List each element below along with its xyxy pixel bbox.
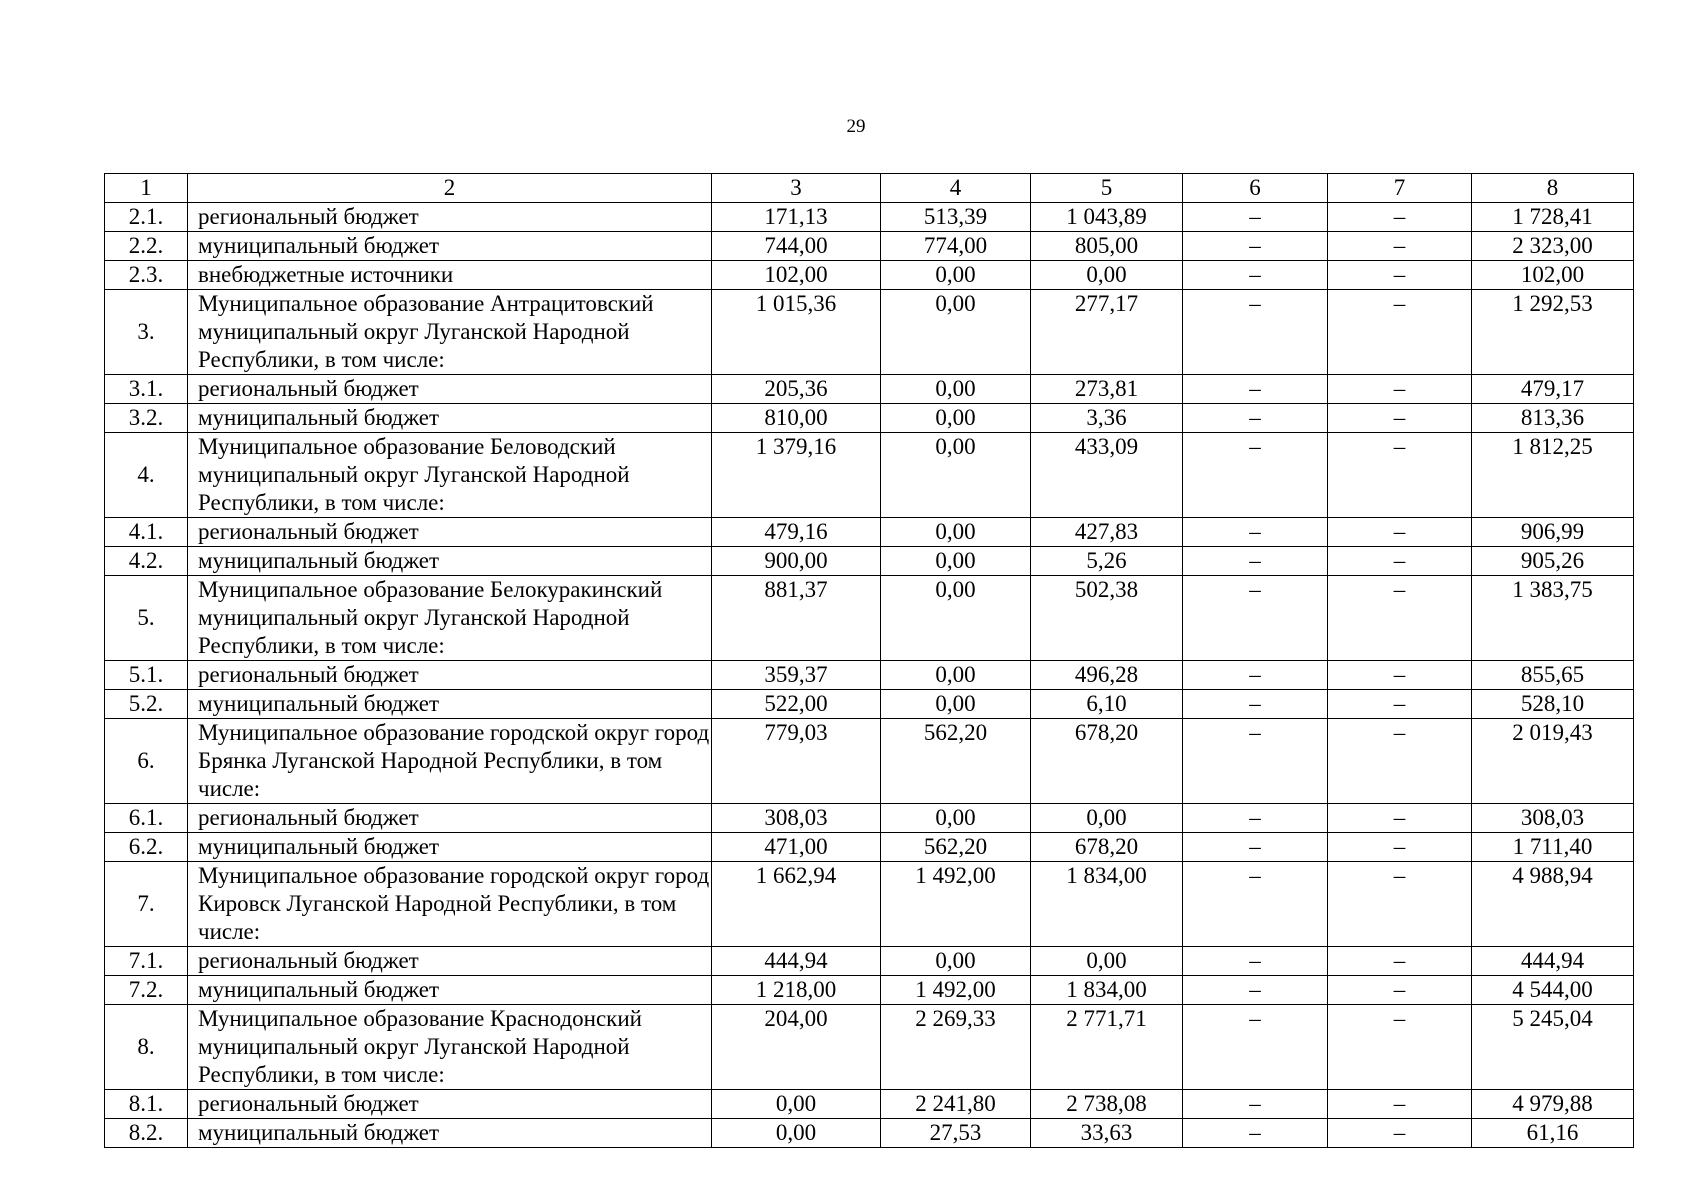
row-value-col4: 0,00 <box>881 433 1031 518</box>
row-value-col3: 444,94 <box>712 947 881 976</box>
row-value-col5: 6,10 <box>1031 690 1183 719</box>
row-value-col4: 513,39 <box>881 203 1031 232</box>
table-row <box>105 290 1634 375</box>
row-value-col3: 205,36 <box>712 375 881 404</box>
row-value-col4: 0,00 <box>881 576 1031 661</box>
row-value-col7: – <box>1328 433 1472 518</box>
row-name-cell: муниципальный бюджет <box>188 690 712 719</box>
row-value-col5: 33,63 <box>1031 1119 1183 1148</box>
row-number-cell: 7. <box>105 862 188 947</box>
table-row <box>105 690 1634 719</box>
row-value-col3: 0,00 <box>712 1090 881 1119</box>
row-value-col6: – <box>1183 518 1328 547</box>
table-row <box>105 433 1634 518</box>
row-value-col7: – <box>1328 375 1472 404</box>
row-value-col6: – <box>1183 947 1328 976</box>
table-row <box>105 947 1634 976</box>
row-value-col5: 1 834,00 <box>1031 976 1183 1005</box>
table-row <box>105 661 1634 690</box>
row-name-cell: Муниципальное образование Краснодонский муниципальный округ Луганской Народной Республики, в том числе: <box>188 1005 712 1090</box>
row-value-col6: – <box>1183 690 1328 719</box>
row-value-col3: 471,00 <box>712 833 881 862</box>
table-row <box>105 1005 1634 1090</box>
row-value-col4: 0,00 <box>881 690 1031 719</box>
row-name-cell: региональный бюджет <box>188 375 712 404</box>
row-value-col4: 562,20 <box>881 833 1031 862</box>
row-value-col3: 0,00 <box>712 1119 881 1148</box>
row-value-col5: 502,38 <box>1031 576 1183 661</box>
row-value-col3: 102,00 <box>712 261 881 290</box>
row-value-col8: 2 019,43 <box>1472 719 1634 804</box>
row-value-col6: – <box>1183 862 1328 947</box>
row-value-col5: 0,00 <box>1031 804 1183 833</box>
row-value-col7: – <box>1328 261 1472 290</box>
table-row <box>105 404 1634 433</box>
row-value-col8: 813,36 <box>1472 404 1634 433</box>
row-value-col4: 2 241,80 <box>881 1090 1031 1119</box>
row-value-col8: 905,26 <box>1472 547 1634 576</box>
row-number-cell: 2.1. <box>105 203 188 232</box>
row-value-col8: 4 988,94 <box>1472 862 1634 947</box>
row-value-col3: 171,13 <box>712 203 881 232</box>
table-row <box>105 833 1634 862</box>
row-value-col5: 5,26 <box>1031 547 1183 576</box>
row-number-cell: 5.2. <box>105 690 188 719</box>
row-value-col7: – <box>1328 719 1472 804</box>
row-value-col5: 805,00 <box>1031 232 1183 261</box>
table-row <box>105 375 1634 404</box>
row-value-col4: 1 492,00 <box>881 862 1031 947</box>
row-value-col8: 1 383,75 <box>1472 576 1634 661</box>
row-value-col6: – <box>1183 1119 1328 1148</box>
row-number-cell: 6.1. <box>105 804 188 833</box>
page-number: 29 <box>846 116 866 137</box>
row-number-cell: 8.2. <box>105 1119 188 1148</box>
header-cell-8: 8 <box>1472 174 1634 203</box>
row-value-col5: 1 834,00 <box>1031 862 1183 947</box>
row-value-col7: – <box>1328 690 1472 719</box>
row-value-col7: – <box>1328 1119 1472 1148</box>
table-row <box>105 1090 1634 1119</box>
row-number-cell: 3. <box>105 290 188 375</box>
row-value-col7: – <box>1328 1005 1472 1090</box>
row-name-cell: муниципальный бюджет <box>188 1119 712 1148</box>
row-value-col4: 0,00 <box>881 661 1031 690</box>
row-value-col8: 528,10 <box>1472 690 1634 719</box>
row-value-col6: – <box>1183 290 1328 375</box>
row-value-col6: – <box>1183 203 1328 232</box>
row-value-col7: – <box>1328 404 1472 433</box>
row-value-col4: 0,00 <box>881 261 1031 290</box>
row-name-cell: муниципальный бюджет <box>188 232 712 261</box>
row-name-cell: Муниципальное образование Антрацитовский муниципальный округ Луганской Народной Республики, в том числе: <box>188 290 712 375</box>
row-value-col7: – <box>1328 290 1472 375</box>
table-row <box>105 261 1634 290</box>
row-value-col4: 2 269,33 <box>881 1005 1031 1090</box>
row-number-cell: 6. <box>105 719 188 804</box>
row-value-col7: – <box>1328 976 1472 1005</box>
table-row <box>105 547 1634 576</box>
row-name-cell: региональный бюджет <box>188 1090 712 1119</box>
table-row <box>105 804 1634 833</box>
row-value-col7: – <box>1328 1090 1472 1119</box>
row-value-col5: 273,81 <box>1031 375 1183 404</box>
table-row <box>105 203 1634 232</box>
row-value-col3: 522,00 <box>712 690 881 719</box>
row-value-col3: 204,00 <box>712 1005 881 1090</box>
header-cell-2: 2 <box>188 174 712 203</box>
row-name-cell: Муниципальное образование Белокуракинский муниципальный округ Луганской Народной Республики, в том числе: <box>188 576 712 661</box>
row-value-col4: 0,00 <box>881 804 1031 833</box>
row-name-cell: муниципальный бюджет <box>188 833 712 862</box>
row-value-col5: 2 771,71 <box>1031 1005 1183 1090</box>
row-value-col6: – <box>1183 232 1328 261</box>
table-row <box>105 976 1634 1005</box>
row-number-cell: 6.2. <box>105 833 188 862</box>
row-name-cell: региональный бюджет <box>188 203 712 232</box>
row-value-col8: 906,99 <box>1472 518 1634 547</box>
row-value-col3: 779,03 <box>712 719 881 804</box>
row-number-cell: 5. <box>105 576 188 661</box>
row-value-col8: 1 711,40 <box>1472 833 1634 862</box>
row-value-col8: 1 292,53 <box>1472 290 1634 375</box>
row-number-cell: 4.2. <box>105 547 188 576</box>
row-value-col6: – <box>1183 433 1328 518</box>
row-value-col5: 3,36 <box>1031 404 1183 433</box>
row-name-cell: муниципальный бюджет <box>188 547 712 576</box>
row-number-cell: 8.1. <box>105 1090 188 1119</box>
row-value-col8: 4 544,00 <box>1472 976 1634 1005</box>
row-value-col5: 678,20 <box>1031 719 1183 804</box>
row-value-col8: 2 323,00 <box>1472 232 1634 261</box>
row-value-col4: 0,00 <box>881 404 1031 433</box>
row-name-cell: Муниципальное образование городской округ город Брянка Луганской Народной Республики, в том числе: <box>188 719 712 804</box>
row-value-col8: 1 728,41 <box>1472 203 1634 232</box>
row-value-col6: – <box>1183 576 1328 661</box>
row-value-col3: 881,37 <box>712 576 881 661</box>
row-number-cell: 2.3. <box>105 261 188 290</box>
row-value-col8: 61,16 <box>1472 1119 1634 1148</box>
row-value-col7: – <box>1328 232 1472 261</box>
row-name-cell: региональный бюджет <box>188 804 712 833</box>
row-number-cell: 4. <box>105 433 188 518</box>
row-value-col6: – <box>1183 404 1328 433</box>
table-row <box>105 576 1634 661</box>
row-value-col4: 0,00 <box>881 290 1031 375</box>
row-value-col3: 1 379,16 <box>712 433 881 518</box>
row-value-col4: 27,53 <box>881 1119 1031 1148</box>
row-value-col8: 479,17 <box>1472 375 1634 404</box>
row-number-cell: 3.2. <box>105 404 188 433</box>
row-value-col3: 308,03 <box>712 804 881 833</box>
row-value-col6: – <box>1183 1005 1328 1090</box>
table-row <box>105 518 1634 547</box>
row-name-cell: муниципальный бюджет <box>188 976 712 1005</box>
header-cell-5: 5 <box>1031 174 1183 203</box>
row-value-col3: 359,37 <box>712 661 881 690</box>
row-number-cell: 3.1. <box>105 375 188 404</box>
header-cell-6: 6 <box>1183 174 1328 203</box>
row-value-col6: – <box>1183 804 1328 833</box>
row-value-col7: – <box>1328 547 1472 576</box>
row-number-cell: 2.2. <box>105 232 188 261</box>
row-value-col7: – <box>1328 833 1472 862</box>
row-number-cell: 8. <box>105 1005 188 1090</box>
row-value-col6: – <box>1183 661 1328 690</box>
row-value-col4: 562,20 <box>881 719 1031 804</box>
row-value-col7: – <box>1328 862 1472 947</box>
row-name-cell: региональный бюджет <box>188 947 712 976</box>
row-number-cell: 7.2. <box>105 976 188 1005</box>
row-value-col8: 102,00 <box>1472 261 1634 290</box>
row-value-col3: 1 218,00 <box>712 976 881 1005</box>
row-value-col6: – <box>1183 375 1328 404</box>
table-row <box>105 232 1634 261</box>
row-value-col8: 444,94 <box>1472 947 1634 976</box>
header-row <box>105 174 1634 203</box>
header-cell-7: 7 <box>1328 174 1472 203</box>
row-value-col7: – <box>1328 518 1472 547</box>
budget-table <box>104 173 1634 1148</box>
header-cell-4: 4 <box>881 174 1031 203</box>
row-value-col6: – <box>1183 833 1328 862</box>
table-row <box>105 1119 1634 1148</box>
row-value-col5: 1 043,89 <box>1031 203 1183 232</box>
row-value-col5: 427,83 <box>1031 518 1183 547</box>
row-value-col8: 1 812,25 <box>1472 433 1634 518</box>
row-value-col3: 1 015,36 <box>712 290 881 375</box>
row-value-col5: 0,00 <box>1031 947 1183 976</box>
row-value-col8: 308,03 <box>1472 804 1634 833</box>
row-value-col7: – <box>1328 947 1472 976</box>
row-value-col3: 900,00 <box>712 547 881 576</box>
header-cell-1: 1 <box>105 174 188 203</box>
row-name-cell: внебюджетные источники <box>188 261 712 290</box>
row-name-cell: муниципальный бюджет <box>188 404 712 433</box>
row-value-col4: 0,00 <box>881 947 1031 976</box>
table-row <box>105 862 1634 947</box>
table-row <box>105 719 1634 804</box>
row-name-cell: региональный бюджет <box>188 661 712 690</box>
row-value-col4: 774,00 <box>881 232 1031 261</box>
row-name-cell: Муниципальное образование городской округ город Кировск Луганской Народной Республики, в том числе: <box>188 862 712 947</box>
row-value-col5: 0,00 <box>1031 261 1183 290</box>
row-value-col8: 5 245,04 <box>1472 1005 1634 1090</box>
row-value-col6: – <box>1183 976 1328 1005</box>
row-value-col8: 4 979,88 <box>1472 1090 1634 1119</box>
row-value-col3: 479,16 <box>712 518 881 547</box>
row-value-col3: 744,00 <box>712 232 881 261</box>
row-value-col4: 0,00 <box>881 547 1031 576</box>
row-value-col6: – <box>1183 719 1328 804</box>
row-value-col6: – <box>1183 1090 1328 1119</box>
row-number-cell: 7.1. <box>105 947 188 976</box>
row-value-col4: 0,00 <box>881 518 1031 547</box>
row-value-col7: – <box>1328 804 1472 833</box>
row-value-col7: – <box>1328 203 1472 232</box>
row-value-col5: 277,17 <box>1031 290 1183 375</box>
row-value-col8: 855,65 <box>1472 661 1634 690</box>
header-cell-3: 3 <box>712 174 881 203</box>
row-number-cell: 5.1. <box>105 661 188 690</box>
row-value-col6: – <box>1183 547 1328 576</box>
row-value-col7: – <box>1328 576 1472 661</box>
row-name-cell: региональный бюджет <box>188 518 712 547</box>
row-value-col6: – <box>1183 261 1328 290</box>
row-value-col7: – <box>1328 661 1472 690</box>
row-value-col3: 810,00 <box>712 404 881 433</box>
row-value-col5: 496,28 <box>1031 661 1183 690</box>
row-value-col5: 2 738,08 <box>1031 1090 1183 1119</box>
row-name-cell: Муниципальное образование Беловодский муниципальный округ Луганской Народной Республики, в том числе: <box>188 433 712 518</box>
row-value-col5: 433,09 <box>1031 433 1183 518</box>
row-value-col3: 1 662,94 <box>712 862 881 947</box>
row-number-cell: 4.1. <box>105 518 188 547</box>
row-value-col4: 1 492,00 <box>881 976 1031 1005</box>
table-body <box>105 174 1634 1148</box>
row-value-col4: 0,00 <box>881 375 1031 404</box>
row-value-col5: 678,20 <box>1031 833 1183 862</box>
